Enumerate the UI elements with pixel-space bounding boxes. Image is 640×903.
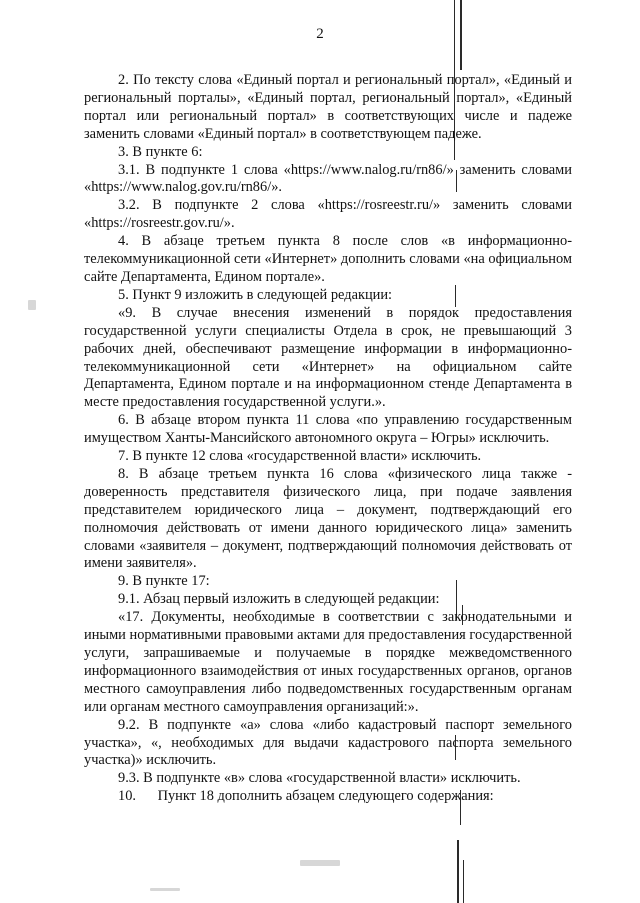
scan-artifact-speck bbox=[300, 860, 340, 866]
paragraph-item-6: 6. В абзаце втором пункта 11 слова «по управлению государственным имуществом Ханты-Мансийского автономного округа – Югры» исключить. bbox=[84, 412, 572, 447]
scan-artifact-speck bbox=[150, 888, 180, 891]
paragraph-item-4: 4. В абзаце третьем пункта 8 после слов «в информационно-телекоммуникационной сети «Интернет» дополнить словами «на официальном сайте Департамента, Едином портале». bbox=[84, 233, 572, 285]
paragraph-item-2: 2. По тексту слова «Единый портал и региональный портал», «Единый и региональный порталы», «Единый портал, региональный портал», «Единый портал или региональный портал» в соответствующих числе и падеже заменить словами «Единый портал» в соответствующем падеже. bbox=[84, 72, 572, 142]
scan-artifact-line bbox=[457, 840, 459, 903]
document-body bbox=[84, 72, 572, 806]
quoted-point-9: «9. В случае внесения изменений в порядок предоставления государственной услуги специалисты Отдела в срок, не превышающий 3 рабочих дней, обеспечивают размещение информации в информационно-телекоммуникационной сети «Интернет» на официальном сайте Департамента, Едином портале и на информационном стенде Департамента в месте предоставления государственной услуги.». bbox=[84, 304, 572, 411]
scan-artifact-line bbox=[463, 860, 464, 903]
paragraph-item-5: 5. Пункт 9 изложить в следующей редакции: bbox=[118, 286, 393, 303]
page-number: 2 bbox=[316, 26, 324, 42]
paragraph-item-10: 10. Пункт 18 дополнить абзацем следующего содержания: bbox=[118, 788, 494, 805]
paragraph-item-7: 7. В пункте 12 слова «государственной власти» исключить. bbox=[118, 448, 482, 465]
paragraph-item-9-3: 9.3. В подпункте «в» слова «государственной власти» исключить. bbox=[118, 770, 521, 787]
paragraph-item-3: 3. В пункте 6: bbox=[118, 143, 203, 160]
paragraph-item-8: 8. В абзаце третьем пункта 16 слова «физического лица также - доверенность представителя физического лица, при подаче заявления представителем юридического лица – документ, подтверждающий его полномочия действовать от имени данного юридического лица» заменить словами «заявителя – документ, подтверждающий полномочия действовать от имени заявителя». bbox=[84, 465, 572, 572]
paragraph-item-3-1: 3.1. В подпункте 1 слова «https://www.nalog.ru/rn86/» заменить словами «https://www.nalog.gov.ru/rn86/». bbox=[84, 161, 572, 196]
paragraph-item-3-2: 3.2. В подпункте 2 слова «https://rosreestr.ru/» заменить словами «https://rosreestr.gov.ru/». bbox=[84, 197, 572, 232]
quoted-point-17: «17. Документы, необходимые в соответствии с законодательными и иными нормативными правовыми актами для предоставления государственной услуги, запрашиваемые и получаемые в порядке межведомственного информационного взаимодействия от иных государственных органов, органов местного самоуправления либо подведомственных государственным органам или органам местного самоуправления организаций:». bbox=[84, 609, 572, 715]
scan-artifact-speck bbox=[28, 300, 36, 310]
paragraph-item-9: 9. В пункте 17: bbox=[118, 573, 210, 590]
paragraph-item-9-2: 9.2. В подпункте «а» слова «либо кадастровый паспорт земельного участка», «, необходимых для выдачи кадастрового паспорта земельного участка)» исключить. bbox=[84, 716, 572, 769]
paragraph-item-9-1: 9.1. Абзац первый изложить в следующей редакции: bbox=[118, 591, 440, 608]
